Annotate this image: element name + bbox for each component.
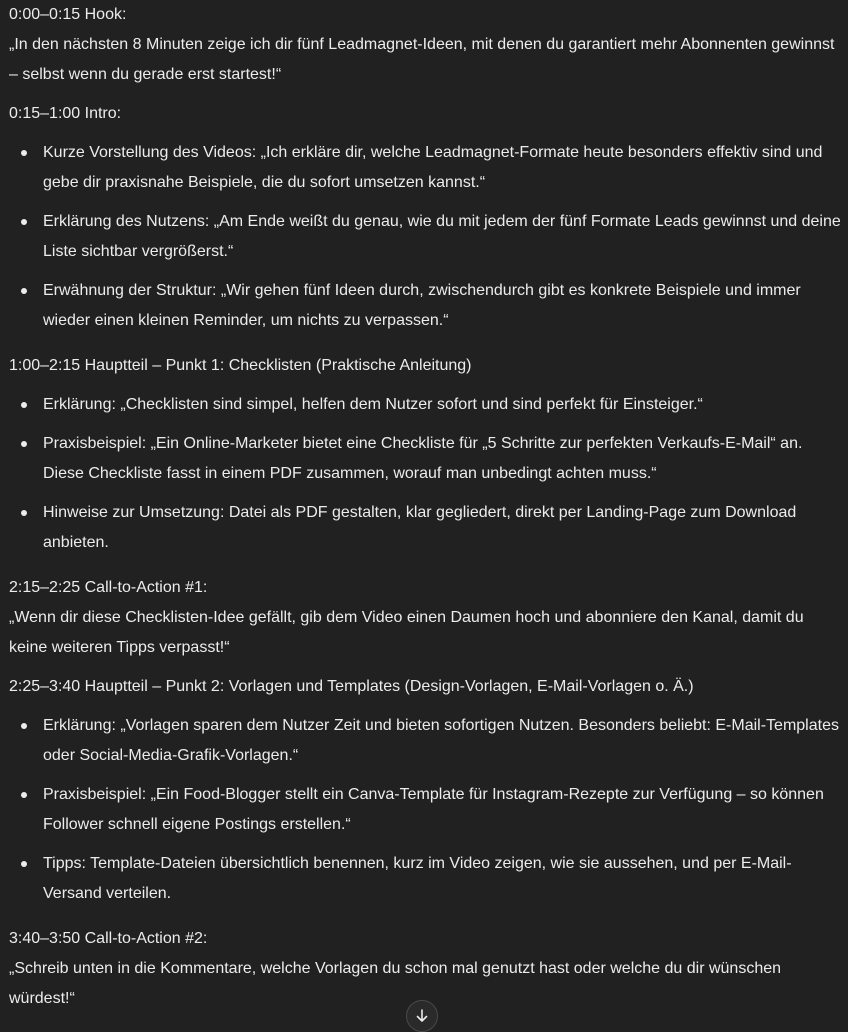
section-heading-point-2: 2:25–3:40 Hauptteil – Punkt 2: Vorlagen und Templates (Design-Vorlagen, E-Mail-Vorlagen o. Ä.) [9,678,694,695]
list-item: Hinweise zur Umsetzung: Datei als PDF gestalten, klar gegliedert, direkt per Landing-Page zum Download anbieten. [9,498,841,558]
bullet-dot [21,150,27,156]
section-heading-cta-2: 3:40–3:50 Call-to-Action #2: [9,930,208,947]
point-2-list [9,711,841,909]
arrow-down-icon [414,1008,430,1024]
section-heading-hook: 0:00–0:15 Hook: [9,6,127,23]
bullet-dot [21,510,27,516]
bullet-dot [21,861,27,867]
section-heading-cta-1: 2:15–2:25 Call-to-Action #1: [9,579,208,596]
bullet-dot [21,288,27,294]
section-heading-intro: 0:15–1:00 Intro: [9,105,122,122]
bullet-dot [21,792,27,798]
hook-quote: „In den nächsten 8 Minuten zeige ich dir fünf Leadmagnet-Ideen, mit denen du garantiert mehr Abonnenten gewinnst – selbst wenn du gerade erst startest!“ [9,36,835,83]
section-heading-point-1: 1:00–2:15 Hauptteil – Punkt 1: Checklisten (Praktische Anleitung) [9,357,472,374]
list-item: Erklärung: „Vorlagen sparen dem Nutzer Zeit und bieten sofortigen Nutzen. Besonders beliebt: E-Mail-Templates oder Social-Media-Grafik-Vorlagen.“ [9,711,841,771]
list-item: Praxisbeispiel: „Ein Online-Marketer bietet eine Checkliste für „5 Schritte zur perfekten Verkaufs-E-Mail“ an. Diese Checkliste fasst in einem PDF zusammen, worauf man unbedingt achten muss.“ [9,429,841,489]
cta-1-quote: „Wenn dir diese Checklisten-Idee gefällt, gib dem Video einen Daumen hoch und abonniere den Kanal, damit du keine weiteren Tipps verpasst!“ [9,609,804,656]
list-item: Praxisbeispiel: „Ein Food-Blogger stellt ein Canva-Template für Instagram-Rezepte zur Verfügung – so können Follower schnell eigene Postings erstellen.“ [9,780,841,840]
point-1-list [9,390,841,558]
scroll-to-bottom-button[interactable] [406,1000,438,1032]
list-item: Erklärung des Nutzens: „Am Ende weißt du genau, wie du mit jedem der fünf Formate Leads gewinnst und deine Liste sichtbar vergrößerst.“ [9,207,841,267]
bullet-dot [21,219,27,225]
message-content [9,0,841,1023]
bullet-dot [21,402,27,408]
cta-2-quote: „Schreib unten in die Kommentare, welche Vorlagen du schon mal genutzt hast oder welche du dir wünschen würdest!“ [9,960,782,1007]
list-item: Tipps: Template-Dateien übersichtlich benennen, kurz im Video zeigen, wie sie aussehen, und per E-Mail-Versand verteilen. [9,849,841,909]
list-item: Erwähnung der Struktur: „Wir gehen fünf Ideen durch, zwischendurch gibt es konkrete Beispiele und immer wieder einen kleinen Reminder, um nichts zu verpassen.“ [9,276,841,336]
bullet-dot [21,723,27,729]
bullet-dot [21,441,27,447]
list-item: Kurze Vorstellung des Videos: „Ich erkläre dir, welche Leadmagnet-Formate heute besonders effektiv sind und gebe dir praxisnahe Beispiele, die du sofort umsetzen kannst.“ [9,138,841,198]
list-item: Erklärung: „Checklisten sind simpel, helfen dem Nutzer sofort und sind perfekt für Einsteiger.“ [9,390,841,420]
intro-list [9,138,841,336]
